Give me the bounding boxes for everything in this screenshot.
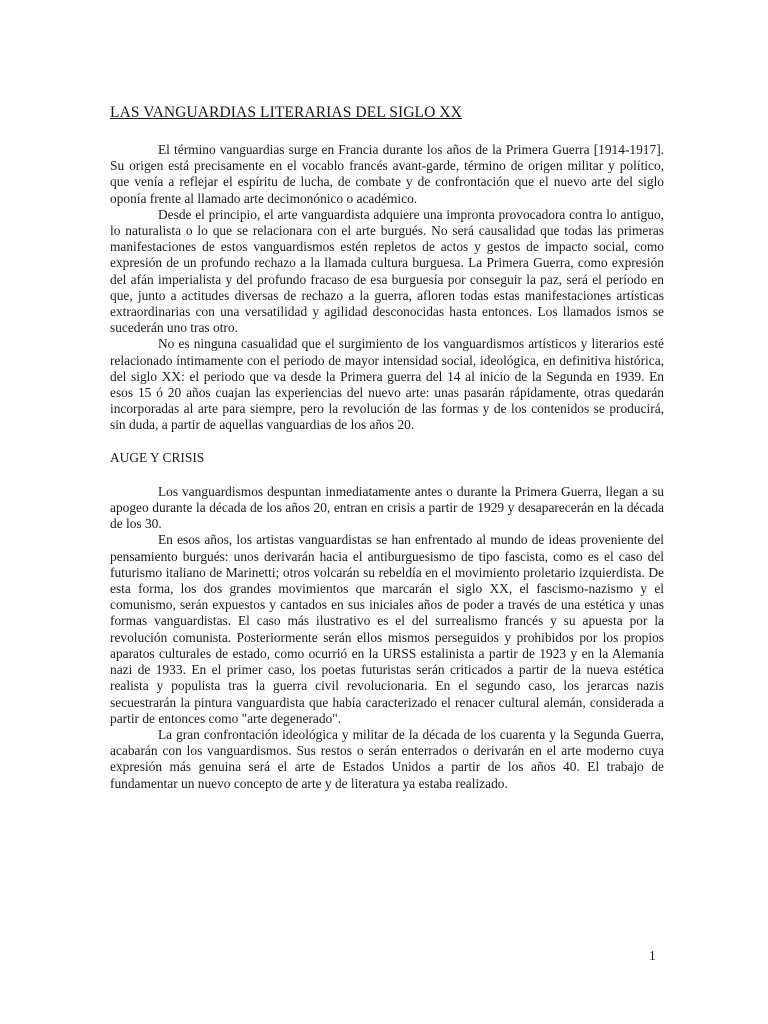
auge-y-crisis-section xyxy=(110,484,664,792)
section-heading-auge-y-crisis: AUGE Y CRISIS xyxy=(110,449,205,465)
section-paragraph-1: Los vanguardismos despuntan inmediatamente antes o durante la Primera Guerra, llegan a su apogeo durante la década de los años 20, entran en crisis a partir de 1929 y desaparecerán en la década de los 30. xyxy=(110,483,664,532)
section-paragraph-2: En esos años, los artistas vanguardistas se han enfrentado al mundo de ideas proveniente del pensamiento burgués: unos derivarán hacia el antiburguesismo de tipo fascista, como es el caso del futurismo italiano de Marinetti; otros volcarán su rebeldía en el movimiento proletario izquierdista. De esta forma, los dos grandes movimientos que marcarán el siglo XX, el fascismo-nazismo y el comunismo, serán expuestos y cantados en sus iniciales años de poder a través de una estética y unas formas vanguardistas. El caso más ilustrativo es el del surrealismo francés y su apuesta por la revolución comunista. Posteriormente serán ellos mismos perseguidos y prohibidos por los propios aparatos culturales de estado, como ocurrió en la URSS estalinista a partir de 1923 y en la Alemania nazi de 1933. En el primer caso, los poetas futuristas serán criticados a partir de la nueva estética realista y populista tras la guerra civil revolucionaria. En el segundo caso, los jerarcas nazis secuestrarán la pintura vanguardista que había caracterizado el renacer cultural alemán, considerada a partir de entonces como "arte degenerado". xyxy=(110,532,664,726)
document-page xyxy=(110,104,664,792)
section-paragraph-3: La gran confrontación ideológica y militar de la década de los cuarenta y la Segunda Guerra, acabarán con los vanguardismos. Sus restos o serán enterrados o derivarán en el arte moderno cuya expresión más genuina será el arte de Estados Unidos a partir de los años 40. El trabajo de fundamentar un nuevo concepto de arte y de literatura ya estaba realizado. xyxy=(110,726,664,791)
intro-paragraph-2: Desde el principio, el arte vanguardista adquiere una impronta provocadora contra lo antiguo, lo naturalista o lo que se relacionara con el arte burgués. No será causalidad que todas las primeras manifestaciones de estos vanguardismos estén repletos de actos y gestos de impacto social, como expresión de un profundo rechazo a la llamada cultura burguesa. La Primera Guerra, como expresión del afán imperialista y del profundo fracaso de esa burguesía por conseguir la paz, será el período en que, junto a actitudes diversas de rechazo a la guerra, afloren todas estas manifestaciones artísticas extraordinarias con una versatilidad y agilidad desconocidas hasta entonces. Los llamados ismos se sucederán uno tras otro. xyxy=(110,206,664,336)
intro-section xyxy=(110,142,664,434)
intro-paragraph-1: El término vanguardias surge en Francia durante los años de la Primera Guerra [1914-1917]. Su origen está precisamente en el vocablo francés avant-garde, término de origen militar y político, que venía a reflejar el espíritu de lucha, de combate y de confrontación que el nuevo arte del siglo oponía frente al llamado arte decimonónico o académico. xyxy=(110,142,664,206)
intro-paragraph-3: No es ninguna casualidad que el surgimiento de los vanguardismos artísticos y literarios esté relacionado íntimamente con el periodo de mayor intensidad social, ideológica, en definitiva histórica, del siglo XX: el periodo que va desde la Primera guerra del 14 al inicio de la Segunda en 1939. En esos 15 ó 20 años cuajan las experiencias del nuevo arte: unas pasarán rápidamente, otras quedarán incorporadas al arte para siempre, pero la revolución de las formas y de los contenidos se producirá, sin duda, a partir de aquellas vanguardias de los años 20. xyxy=(110,336,664,433)
page-number: 1 xyxy=(649,948,656,963)
document-title: LAS VANGUARDIAS LITERARIAS DEL SIGLO XX xyxy=(110,104,462,121)
